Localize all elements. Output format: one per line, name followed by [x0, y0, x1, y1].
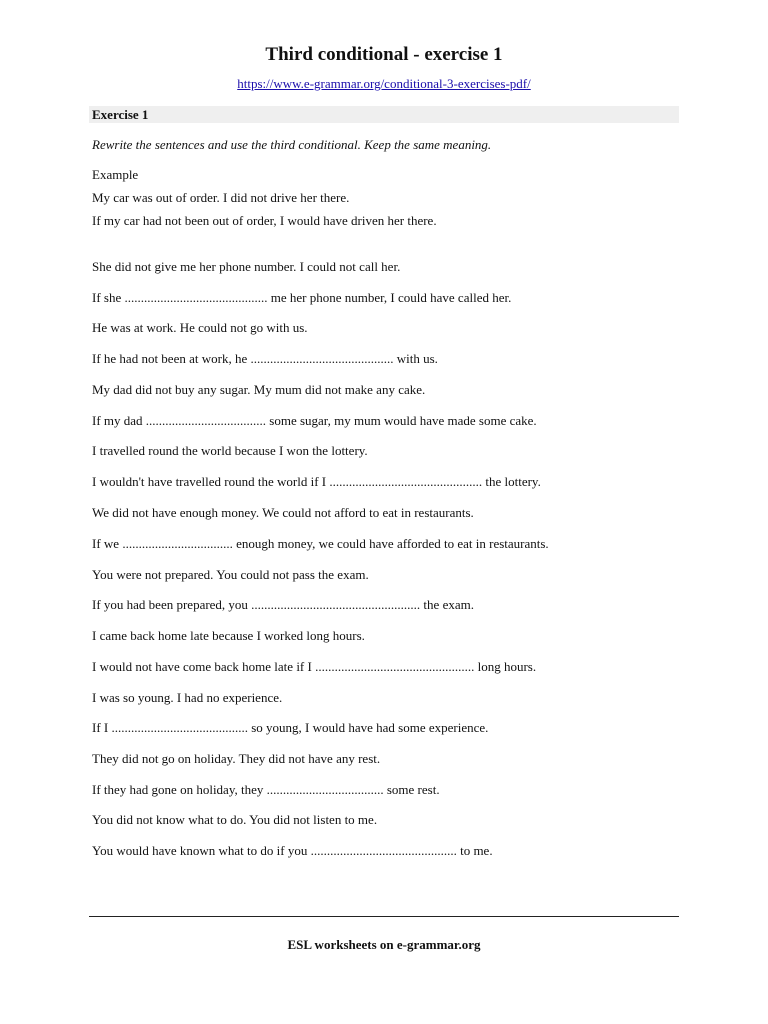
exercise-prompt-10: You would have known what to do if you ............................................. to me. — [92, 843, 493, 858]
exercise-prompt-8: If I .......................................... so young, I would have had some experience. — [92, 720, 489, 735]
footer-divider — [89, 916, 679, 917]
exercise-sentence-4: I travelled round the world because I won the lottery. — [92, 443, 368, 458]
exercise-sentence-10: You did not know what to do. You did not listen to me. — [92, 812, 378, 827]
exercise-sentence-7: I came back home late because I worked long hours. — [92, 628, 365, 643]
example-label: Example — [92, 167, 139, 182]
exercise-sentence-6: You were not prepared. You could not pass the exam. — [92, 567, 369, 582]
exercise-prompt-1: If she ............................................ me her phone number, I could have called her. — [92, 290, 512, 305]
page-title: Third conditional - exercise 1 — [265, 44, 503, 65]
example-original-sentence: My car was out of order. I did not drive her there. — [92, 190, 350, 205]
exercise-sentence-9: They did not go on holiday. They did not have any rest. — [92, 751, 381, 766]
exercise-sentence-2: He was at work. He could not go with us. — [92, 320, 308, 335]
exercise-sentence-1: She did not give me her phone number. I could not call her. — [92, 259, 401, 274]
exercise-prompt-2: If he had not been at work, he ............................................ with us. — [92, 351, 438, 366]
exercise-prompt-6: If you had been prepared, you .................................................... the exam. — [92, 597, 474, 612]
exercise-prompt-3: If my dad ..................................... some sugar, my mum would have made some cake. — [92, 413, 537, 428]
exercise-prompt-7: I would not have come back home late if I ................................................. long hours. — [92, 659, 537, 674]
exercise-sentence-5: We did not have enough money. We could not afford to eat in restaurants. — [92, 505, 474, 520]
exercise-instruction: Rewrite the sentences and use the third conditional. Keep the same meaning. — [92, 137, 492, 152]
footer-text: ESL worksheets on e-grammar.org — [287, 937, 481, 952]
exercise-sentence-3: My dad did not buy any sugar. My mum did not make any cake. — [92, 382, 426, 397]
exercise-prompt-5: If we .................................. enough money, we could have afforded to eat in restaurants. — [92, 536, 549, 551]
exercise-prompt-4: I wouldn't have travelled round the world if I ............................................... the lottery. — [92, 474, 541, 489]
exercise-heading: Exercise 1 — [89, 106, 679, 123]
exercise-sentence-8: I was so young. I had no experience. — [92, 690, 283, 705]
exercise-prompt-9: If they had gone on holiday, they .................................... some rest. — [92, 782, 440, 797]
example-rewritten-sentence: If my car had not been out of order, I would have driven her there. — [92, 213, 437, 228]
source-link[interactable]: https://www.e-grammar.org/conditional-3-exercises-pdf/ — [237, 76, 531, 91]
